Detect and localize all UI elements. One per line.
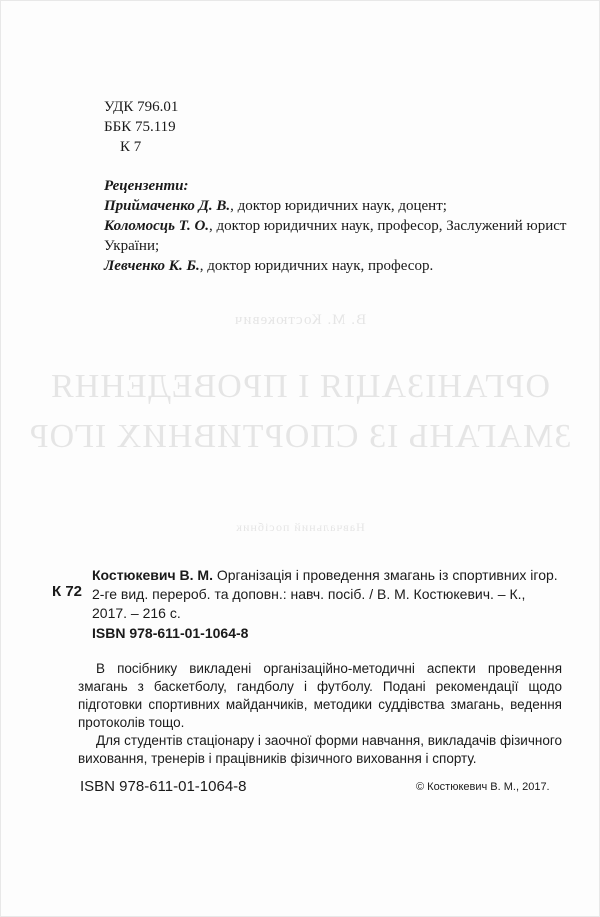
reviewer-details: , доктор юридичних наук, професор. xyxy=(199,258,434,274)
reviewer-name: Приймаченко Д. В. xyxy=(104,198,231,214)
reviewers-heading: Рецензенти: xyxy=(104,178,189,194)
reviewer-name: Левченко К. Б. xyxy=(104,258,200,274)
reviewer-details: , доктор юридичних наук, доцент; xyxy=(230,198,447,214)
annotation-paragraph: Для студентів стаціонару і заочної форми навчання, викладачів фізичного виховання, тренерів і працівників фізичного виховання і спорту. xyxy=(78,733,562,766)
reviewers-block xyxy=(104,176,574,276)
annotation-paragraph: В посібнику викладені організаційно-методичні аспекти проведення змагань з баскетболу, гандболу і футболу. Подані рекомендації щодо підготовки спортивних майданчиків, методики суддівства змагань, ведення протоколів тощо. xyxy=(78,661,562,730)
footer-isbn: ISBN 978-611-01-1064-8 xyxy=(80,778,247,795)
classification-block xyxy=(104,97,178,157)
author-mark: К 7 xyxy=(120,139,142,155)
annotation-block xyxy=(78,660,562,768)
bleed-through-title-line-1: ОРГАНІЗАЦІЯ І ПРОВЕДЕННЯ xyxy=(50,368,550,405)
bibliographic-entry xyxy=(92,566,562,623)
reviewer-name: Коломосць Т. О. xyxy=(104,218,210,234)
catalog-code: К 72 xyxy=(52,583,83,600)
entry-isbn: ISBN 978-611-01-1064-8 xyxy=(92,625,249,641)
entry-description: Організація і проведення змагань із спортивних ігор. 2-ге вид. перероб. та доповн.: навч. посіб. / В. М. Костюкевич. – К., 2017. – 216 с. xyxy=(92,567,558,621)
reviewer-item xyxy=(104,216,574,256)
entry-author: Костюкевич В. М. xyxy=(92,567,213,583)
reviewer-details: , доктор юридичних наук, професор, Заслужений юрист України; xyxy=(104,218,567,254)
copyright-notice: © Костюкевич В. М., 2017. xyxy=(416,781,550,793)
bleed-through-subtitle: Навчальний посібник xyxy=(235,520,365,534)
reviewer-item xyxy=(104,256,574,276)
udk-index: УДК 796.01 xyxy=(104,99,179,115)
bbk-index: ББК 75.119 xyxy=(104,119,176,135)
bleed-through-author: В. М. Костюкевич xyxy=(233,312,367,328)
reviewer-item xyxy=(104,196,574,216)
bleed-through-title-line-2: ЗМАГАНЬ ІЗ СПОРТИВНИХ ІГОР xyxy=(28,418,572,455)
